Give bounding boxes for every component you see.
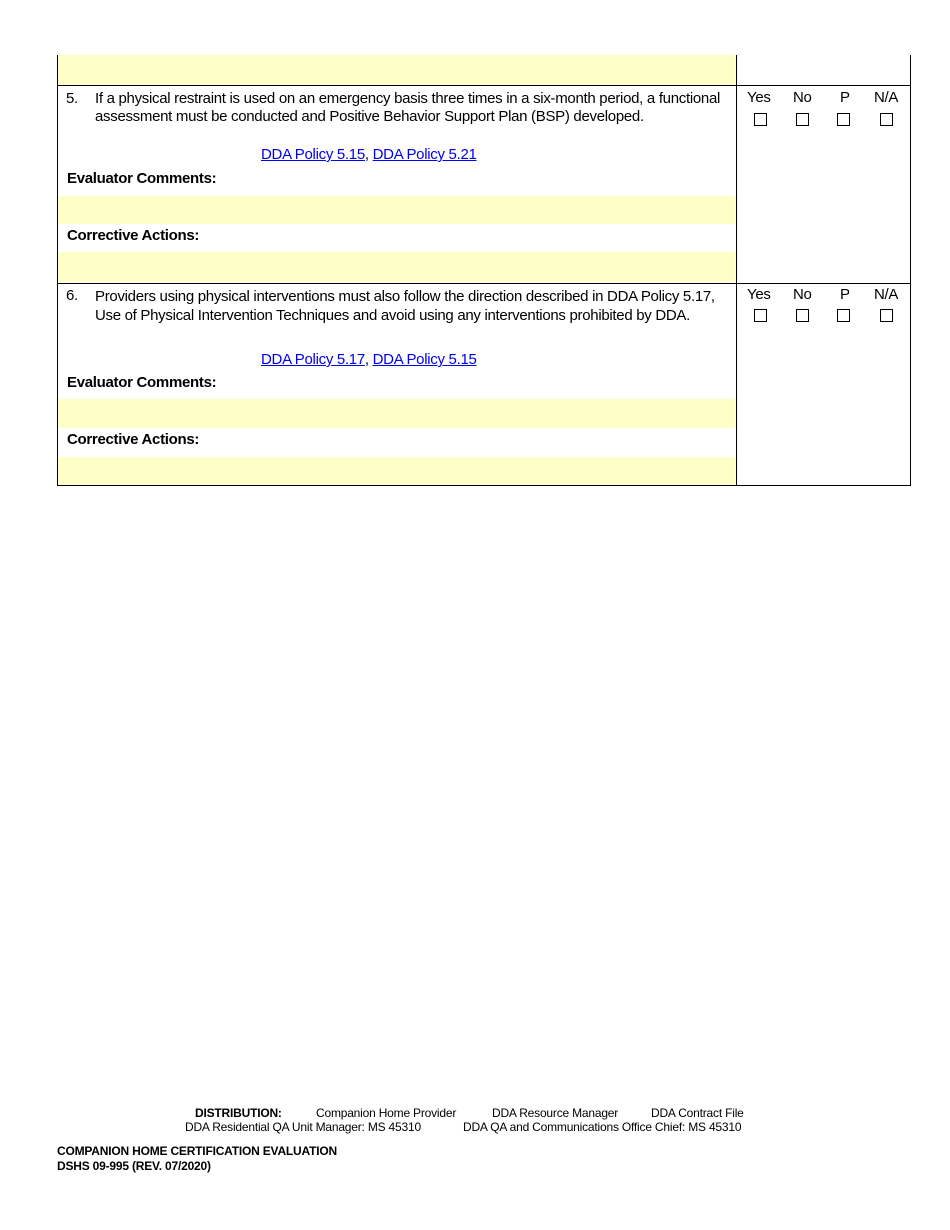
distribution-label: DISTRIBUTION: xyxy=(195,1106,282,1120)
option-yes-label: Yes xyxy=(747,89,771,106)
table-border-bottom xyxy=(57,485,911,486)
distribution-recipient: DDA Contract File xyxy=(651,1106,744,1120)
question-text: Providers using physical interventions must also follow the direction described in DDA Policy 5.17, Use of Physical Intervention Techniques and avoid using any interventions prohibited by DDA. xyxy=(95,288,715,324)
option-na-label: N/A xyxy=(874,286,899,303)
option-no-label: No xyxy=(793,286,812,303)
corrective-actions-field[interactable] xyxy=(58,457,735,485)
policy-link[interactable]: DDA Policy 5.21 xyxy=(372,146,477,163)
row-border xyxy=(57,283,911,284)
form-title: COMPANION HOME CERTIFICATION EVALUATION xyxy=(57,1144,337,1158)
checkbox-yes[interactable] xyxy=(754,113,767,126)
checkbox-p[interactable] xyxy=(837,113,850,126)
policy-links: DDA Policy 5.17, DDA Policy 5.15 xyxy=(261,351,477,368)
option-p-label: P xyxy=(840,286,850,303)
option-no-label: No xyxy=(793,89,812,106)
corrective-actions-field[interactable] xyxy=(58,252,735,282)
corrective-actions-label: Corrective Actions: xyxy=(67,227,200,244)
policy-link[interactable]: DDA Policy 5.15 xyxy=(261,146,365,163)
checkbox-no[interactable] xyxy=(796,309,809,322)
policy-link[interactable]: DDA Policy 5.15 xyxy=(372,351,477,368)
policy-link[interactable]: DDA Policy 5.17 xyxy=(261,351,365,368)
corrective-actions-label: Corrective Actions: xyxy=(67,431,200,448)
question-number: 6. xyxy=(66,287,78,304)
row-border xyxy=(57,85,911,86)
policy-links: DDA Policy 5.15, DDA Policy 5.21 xyxy=(261,146,477,163)
distribution-recipient: DDA QA and Communications Office Chief: MS 45310 xyxy=(463,1120,742,1134)
distribution-recipient: DDA Resource Manager xyxy=(492,1106,619,1120)
evaluator-comments-field[interactable] xyxy=(58,399,735,428)
previous-corrective-actions-field[interactable] xyxy=(58,55,735,85)
question-number: 5. xyxy=(66,90,78,107)
distribution-recipient: Companion Home Provider xyxy=(316,1106,457,1120)
question-5 xyxy=(66,90,726,126)
checkbox-na[interactable] xyxy=(880,113,893,126)
evaluator-comments-label: Evaluator Comments: xyxy=(67,170,217,187)
distribution-recipient: DDA Residential QA Unit Manager: MS 45310 xyxy=(185,1120,421,1134)
checkbox-p[interactable] xyxy=(837,309,850,322)
question-6 xyxy=(66,287,726,325)
evaluator-comments-label: Evaluator Comments: xyxy=(67,374,217,391)
question-text: If a physical restraint is used on an emergency basis three times in a six-month period, a functional assessment must be conducted and Positive Behavior Support Plan (BSP) developed. xyxy=(95,90,721,125)
checkbox-na[interactable] xyxy=(880,309,893,322)
table-divider xyxy=(736,55,737,486)
option-na-label: N/A xyxy=(874,89,899,106)
checkbox-yes[interactable] xyxy=(754,309,767,322)
option-p-label: P xyxy=(840,89,850,106)
form-number: DSHS 09-995 (REV. 07/2020) xyxy=(57,1159,211,1173)
table-border-right xyxy=(910,55,911,486)
option-yes-label: Yes xyxy=(747,286,771,303)
evaluator-comments-field[interactable] xyxy=(58,196,735,224)
checkbox-no[interactable] xyxy=(796,113,809,126)
